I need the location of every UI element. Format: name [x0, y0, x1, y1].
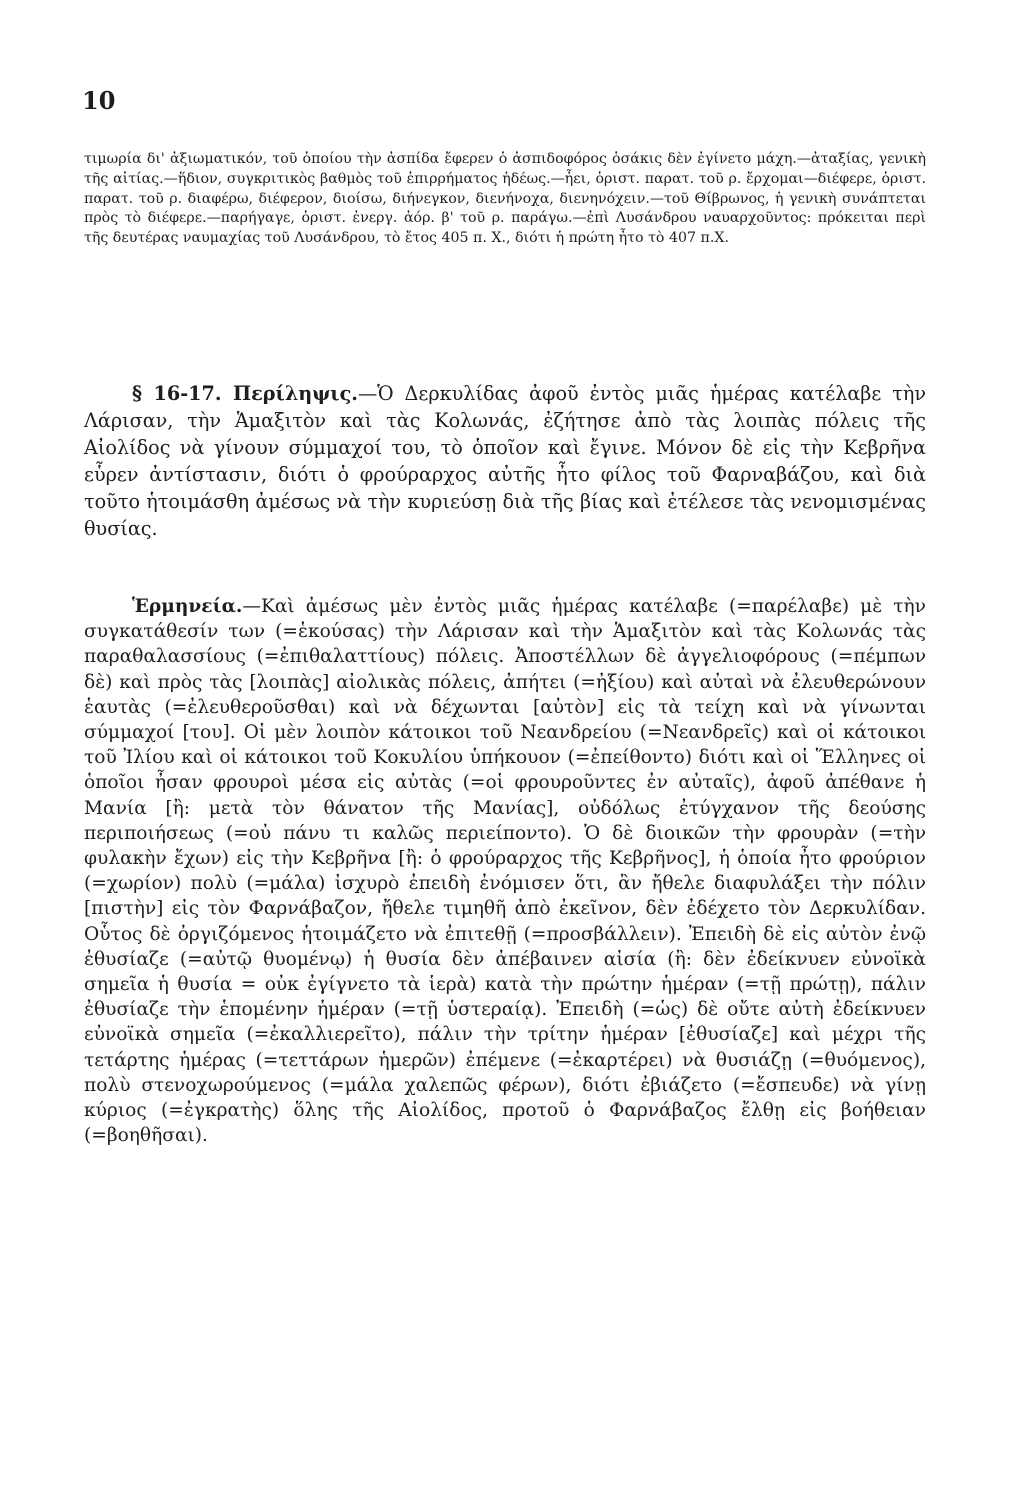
page-number: 10 [82, 86, 116, 115]
interpretation-paragraph [84, 594, 926, 1148]
footnotes-text: τιμωρία δι' ἀξιωματικόν, τοῦ ὁποίου τὴν ἀσπίδα ἔφερεν ὁ ἀσπιδοφόρος ὁσάκις δὲν ἐγίνετο μάχη.—ἀταξίας, γενικὴ τῆς αἰτίας.—ἥδιον, συγκριτικὸς βαθμὸς τοῦ ἐπιρρήματος ἡδέως.—ἧει, ὁριστ. παρατ. τοῦ ρ. ἔρχομαι—διέφερε, ὁριστ. παρατ. τοῦ ρ. διαφέρω, διέφερον, διοίσω, διήνεγκον, διενήνοχα, διενηνόχειν.—τοῦ Θίβρωνος, ἡ γενικὴ συνάπτεται πρὸς τὸ διέφερε.—παρήγαγε, ὁριστ. ἐνεργ. ἀόρ. β' τοῦ ρ. παράγω.—ἐπὶ Λυσάνδρου ναυαρχοῦντος: πρόκειται περὶ τῆς δευτέρας ναυμαχίας τοῦ Λυσάνδρου, τὸ ἔτος 405 π. Χ., διότι ἡ πρώτη ἦτο τὸ 407 π.Χ. [84, 151, 926, 247]
summary-text: —Ὁ Δερκυλίδας ἀφοῦ ἐντὸς μιᾶς ἡμέρας κατέλαβε τὴν Λάρισαν, τὴν Ἁμαξιτὸν καὶ τὰς Κολωνάς, ἐζήτησε ἀπὸ τὰς λοιπὰς πόλεις τῆς Αἰολίδος νὰ γίνουν σύμμαχοί του, τὸ ὁποῖον καὶ ἔγινε. Μόνον δὲ εἰς τὴν Κεβρῆνα εὗρεν ἀντίστασιν, διότι ὁ φρούραρχος αὐτῆς ἦτο φίλος τοῦ Φαρναβάζου, καὶ διὰ τοῦτο ἡτοιμάσθη ἀμέσως νὰ τὴν κυριεύσῃ διὰ τῆς βίας καὶ ἐτέλεσε τὰς νενομισμένας θυσίας. [84, 382, 927, 540]
interpretation-heading: Ἑρμηνεία. [132, 596, 243, 617]
interpretation-text: —Καὶ ἀμέσως μὲν ἐντὸς μιᾶς ἡμέρας κατέλαβε (=παρέλαβε) μὲ τὴν συγκατάθεσίν των (=ἑκούσας) τὴν Λάρισαν καὶ τὴν Ἁμαξιτὸν καὶ τὰς Κολωνάς τὰς παραθαλασσίους (=ἐπιθαλαττίους) πόλεις. Ἀποστέλλων δὲ ἀγγελιοφόρους (=πέμπων δὲ) καὶ πρὸς τὰς [λοιπὰς] αἰολικὰς πόλεις, ἀπήτει (=ἠξίου) καὶ αὐταὶ νὰ ἐλευθερώνουν ἑαυτὰς (=ἐλευθεροῦσθαι) καὶ νὰ δέχωνται [αὐτὸν] εἰς τὰ τείχη καὶ νὰ γίνωνται σύμμαχοί [του]. Οἱ μὲν λοιπὸν κάτοικοι τοῦ Νεανδρείου (=Νεανδρεῖς) καὶ οἱ κάτοικοι τοῦ Ἰλίου καὶ οἱ κάτοικοι τοῦ Κοκυλίου ὑπήκουον (=ἐπείθοντο) διότι καὶ οἱ Ἕλληνες οἱ ὁποῖοι ἦσαν φρουροὶ μέσα εἰς αὐτὰς (=οἱ φρουροῦντες ἐν αὐταῖς), ἀφοῦ ἀπέθανε ἡ Μανία [ἢ: μετὰ τὸν θάνατον τῆς Μανίας], οὐδόλως ἐτύγχανον τῆς δεούσης περιποιήσεως (=οὐ πάνυ τι καλῶς περιείποντο). Ὁ δὲ διοικῶν τὴν φρουρὰν (=τὴν φυλακὴν ἔχων) εἰς τὴν Κεβρῆνα [ἢ: ὁ φρούραρχος τῆς Κεβρῆνος], ἡ ὁποία ἦτο φρούριον (=χωρίον) πολὺ (=μάλα) ἰσχυρὸ ἐπειδὴ ἐνόμισεν ὅτι, ἂν ἤθελε διαφυλάξει τὴν πόλιν [πιστὴν] εἰς τὸν Φαρνάβαζον, ἤθελε τιμηθῆ ἀπὸ ἐκεῖνον, δὲν ἐδέχετο τὸν Δερκυλίδαν. Οὗτος δὲ ὀργιζόμενος ἡτοιμάζετο νὰ ἐπιτεθῇ (=προσβάλλειν). Ἐπειδὴ δὲ εἰς αὐτὸν ἐνῷ ἐθυσίαζε (=αὐτῷ θυομένῳ) ἡ θυσία δὲν ἀπέβαινεν αἰσία (ἢ: δὲν ἐδείκνυεν εὐνοϊκὰ σημεῖα ἡ θυσία = οὐκ ἐγίγνετο τὰ ἱερὰ) κατὰ τὴν πρώτην ἡμέραν (=τῇ πρώτῃ), πάλιν ἐθυσίαζε τὴν ἑπομένην ἡμέραν (=τῇ ὑστεραίᾳ). Ἐπειδὴ (=ὡς) δὲ οὔτε αὐτὴ ἐδείκνυεν εὐνοϊκὰ σημεῖα (=ἐκαλλιερεῖτο), πάλιν τὴν τρίτην ἡμέραν [ἐθυσίαζε] καὶ μέχρι τῆς τετάρτης ἡμέρας (=τεττάρων ἡμερῶν) ἐπέμενε (=ἐκαρτέρει) νὰ θυσιάζῃ (=θυόμενος), πολὺ στενοχωρούμενος (=μάλα χαλεπῶς φέρων), διότι ἐβιάζετο (=ἔσπευδε) νὰ γίνῃ κύριος (=ἐγκρατὴς) ὅλης τῆς Αἰολίδος, προτοῦ ὁ Φαρνάβαζος ἔλθῃ εἰς βοήθειαν (=βοηθῆσαι). [84, 596, 926, 1147]
summary-paragraph [84, 380, 926, 542]
footnotes-block [84, 150, 926, 249]
interpretation-section [84, 594, 926, 1148]
summary-section [84, 380, 926, 542]
summary-heading: § 16-17. Περίληψις. [132, 382, 358, 405]
